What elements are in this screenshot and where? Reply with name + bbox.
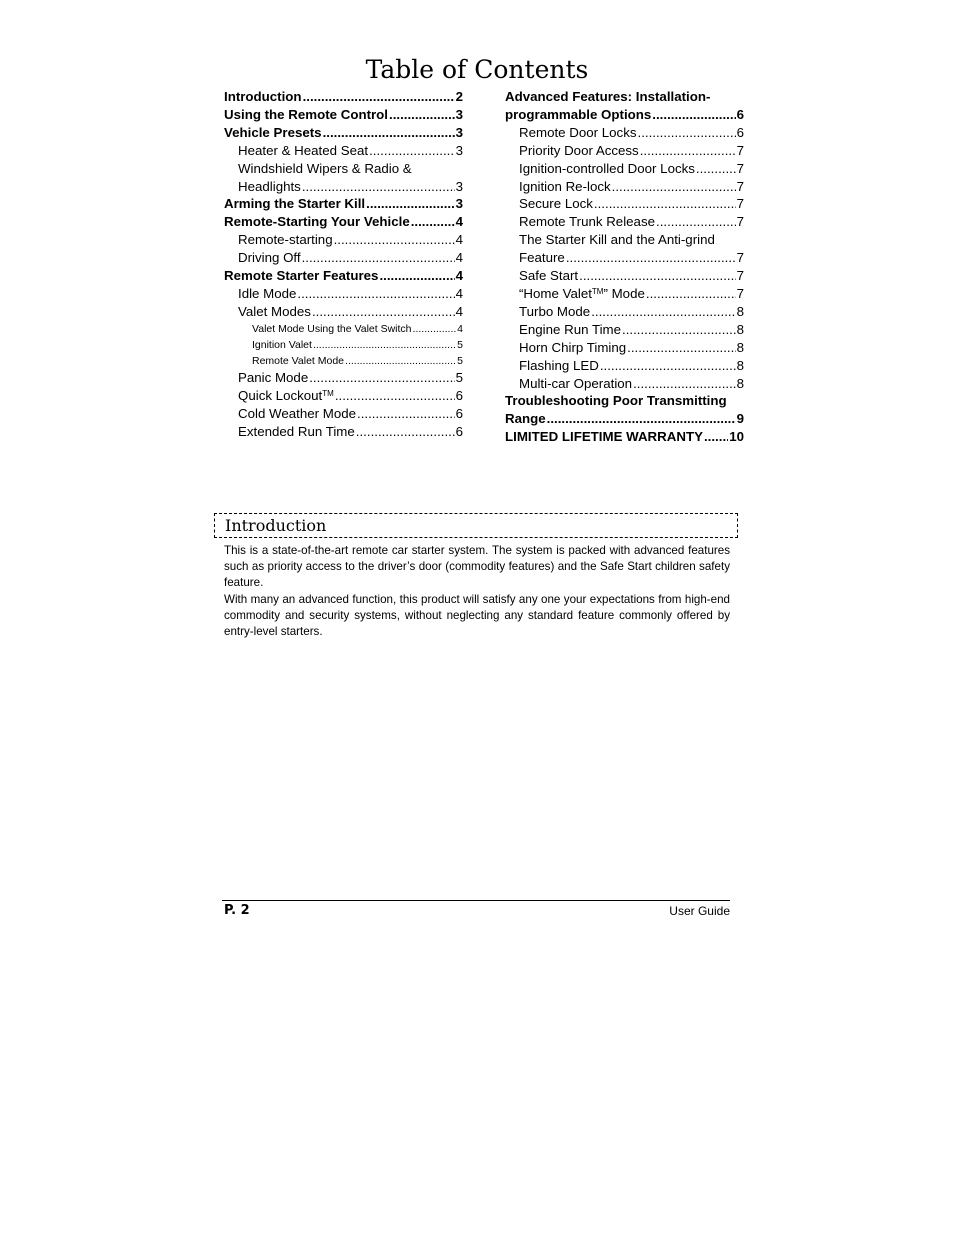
toc-entry[interactable] xyxy=(224,405,463,423)
toc-leader-dots xyxy=(600,357,736,375)
toc-entry-text: Ignition-controlled Door Locks xyxy=(519,160,695,176)
toc-entry-label xyxy=(252,353,344,369)
toc-entry-label xyxy=(224,88,302,106)
toc-entry-text: Remote Trunk Release xyxy=(519,214,655,230)
toc-page-number: 4 xyxy=(455,303,463,319)
toc-page-number: 7 xyxy=(736,285,744,301)
toc-leader-dots xyxy=(335,387,455,405)
toc-entry-label xyxy=(224,213,410,231)
footer-guide-label: User Guide xyxy=(669,904,730,918)
toc-entry[interactable] xyxy=(505,178,744,196)
toc-entry-text: Remote Door Locks xyxy=(519,124,637,140)
toc-entry-text: Idle Mode xyxy=(238,285,297,301)
toc-leader-dots xyxy=(389,106,455,124)
toc-page-number: 4 xyxy=(455,232,463,248)
toc-page-number: 8 xyxy=(736,303,744,319)
toc-entry[interactable] xyxy=(505,249,744,267)
toc-leader-dots xyxy=(297,285,454,303)
toc-leader-dots xyxy=(646,285,736,303)
toc-entry[interactable] xyxy=(224,267,463,285)
toc-page-number: 3 xyxy=(455,106,463,122)
toc-entry[interactable] xyxy=(224,303,463,321)
toc-entry[interactable] xyxy=(224,249,463,267)
toc-leader-dots xyxy=(357,405,455,423)
toc-page-number: 7 xyxy=(736,214,744,230)
toc-page-number: 3 xyxy=(455,124,463,140)
toc-entry[interactable] xyxy=(505,410,744,428)
toc-leader-dots xyxy=(379,267,454,285)
toc-entry[interactable] xyxy=(505,88,744,106)
toc-entry[interactable] xyxy=(224,142,463,160)
toc-leader-dots xyxy=(309,369,454,387)
toc-page-number: 8 xyxy=(736,375,744,391)
toc-entry-text: Extended Run Time xyxy=(238,423,355,439)
toc-entry-label xyxy=(519,339,626,357)
toc-entry[interactable] xyxy=(224,195,463,213)
page-number: P. 2 xyxy=(224,903,250,918)
introduction-heading-box xyxy=(214,513,738,538)
toc-entry-label xyxy=(519,232,715,247)
toc-entry-text: Engine Run Time xyxy=(519,321,621,337)
toc-entry[interactable] xyxy=(224,178,463,196)
toc-entry-text: Priority Door Access xyxy=(519,142,639,158)
toc-leader-dots xyxy=(704,428,728,446)
toc-entry-text: Introduction xyxy=(224,89,302,104)
toc-entry-label xyxy=(505,428,703,446)
toc-leader-dots xyxy=(302,178,455,196)
toc-entry-text: The Starter Kill and the Anti-grind xyxy=(519,232,715,248)
toc-entry-text: Cold Weather Mode xyxy=(238,405,357,421)
toc-entry-label xyxy=(519,249,565,267)
toc-entry-text: Ignition Re-lock xyxy=(519,178,611,194)
toc-entry-label xyxy=(238,387,334,405)
toc-entry-text: Using the Remote Control xyxy=(224,106,388,122)
introduction-paragraph: With many an advanced function, this product will satisfy any one your expectations from high-end commodity and security systems, without neglecting any standard feature commonly offered by entry-level starters. xyxy=(224,592,730,639)
toc-entry[interactable] xyxy=(224,337,463,353)
toc-page-number: 7 xyxy=(736,196,744,212)
toc-page-number: 3 xyxy=(455,178,463,194)
toc-entry[interactable] xyxy=(224,321,463,337)
toc-page-number: 8 xyxy=(736,357,744,373)
toc-page-number: 10 xyxy=(729,429,744,445)
toc-entry[interactable] xyxy=(505,375,744,393)
toc-entry-label xyxy=(238,161,412,176)
toc-page-number: 7 xyxy=(736,160,744,176)
toc-leader-dots xyxy=(579,267,735,285)
toc-entry-label xyxy=(519,195,593,213)
toc-entry[interactable] xyxy=(505,392,744,410)
toc-entry-text: Panic Mode xyxy=(238,369,309,385)
introduction-body xyxy=(224,543,730,640)
toc-page-number: 5 xyxy=(455,369,463,385)
toc-entry[interactable] xyxy=(224,124,463,142)
trademark-mark: TM xyxy=(322,388,334,398)
toc-page-number: 9 xyxy=(736,411,744,427)
toc-entry-label xyxy=(238,231,333,249)
toc-entry[interactable] xyxy=(505,321,744,339)
toc-entry-label xyxy=(238,178,301,196)
toc-page-number: 2 xyxy=(455,89,463,104)
toc-entry-text: “Home Valet xyxy=(519,285,592,301)
toc-entry-text: Headlights xyxy=(238,178,301,194)
toc-leader-dots xyxy=(413,321,457,337)
toc-leader-dots xyxy=(313,337,456,353)
toc-leader-dots xyxy=(591,303,735,321)
toc-entry-text: Driving Off xyxy=(238,250,301,266)
toc-entry-label xyxy=(238,369,308,387)
toc-entry[interactable] xyxy=(224,369,463,387)
toc-entry-label xyxy=(505,106,651,124)
toc-leader-dots xyxy=(312,303,455,321)
toc-leader-dots xyxy=(640,142,736,160)
toc-entry-label xyxy=(519,285,645,303)
toc-entry[interactable] xyxy=(505,213,744,231)
toc-page-number: 4 xyxy=(455,285,463,301)
toc-entry-text: Safe Start xyxy=(519,268,579,284)
toc-page-number: 4 xyxy=(457,322,463,335)
toc-page-number: 3 xyxy=(455,142,463,158)
toc-leader-dots xyxy=(356,423,455,441)
toc-leader-dots xyxy=(627,339,735,357)
toc-entry[interactable] xyxy=(505,303,744,321)
toc-entry-label xyxy=(505,393,727,408)
footer-rule xyxy=(222,900,730,901)
toc-entry[interactable] xyxy=(224,285,463,303)
toc-entry-label xyxy=(238,249,301,267)
toc-page-number: 6 xyxy=(455,423,463,439)
toc-entry-label xyxy=(238,142,368,160)
toc-leader-dots xyxy=(566,249,736,267)
toc-entry-text: Remote Starter Features xyxy=(224,268,379,284)
toc-page-number: 7 xyxy=(736,178,744,194)
toc-leader-dots xyxy=(369,142,455,160)
toc-entry-text: Remote-Starting Your Vehicle xyxy=(224,214,410,230)
toc-entry-text: Multi-car Operation xyxy=(519,375,633,391)
toc-entry-text: Flashing LED xyxy=(519,357,599,373)
toc-leader-dots xyxy=(323,124,455,142)
toc-leader-dots xyxy=(612,178,736,196)
toc-leader-dots xyxy=(638,124,736,142)
toc-page-number: 6 xyxy=(455,405,463,421)
toc-entry[interactable] xyxy=(224,353,463,369)
toc-entry[interactable] xyxy=(224,423,463,441)
toc-entry-text: Feature xyxy=(519,250,565,266)
toc-leader-dots xyxy=(652,106,735,124)
toc-leader-dots xyxy=(302,249,455,267)
toc-entry-label xyxy=(224,267,378,285)
toc-leader-dots xyxy=(622,321,736,339)
introduction-paragraph: This is a state-of-the-art remote car starter system. The system is packed with advanced features such as priority access to the driver’s door (commodity features) and the Safe Start children safety feature. xyxy=(224,544,730,590)
toc-entry[interactable] xyxy=(505,124,744,142)
toc-entry-label xyxy=(238,405,356,423)
toc-entry[interactable] xyxy=(505,285,744,303)
toc-entry-label xyxy=(238,303,311,321)
toc-entry-text: Valet Mode Using the Valet Switch xyxy=(252,322,412,335)
toc-leader-dots xyxy=(656,213,736,231)
toc-right-column xyxy=(505,88,744,446)
toc-leader-dots xyxy=(334,231,455,249)
toc-entry-label xyxy=(505,410,546,428)
toc-page-number: 7 xyxy=(736,268,744,284)
toc-entry-label xyxy=(238,423,355,441)
toc-page-number: 4 xyxy=(455,250,463,266)
toc-entry[interactable] xyxy=(224,213,463,231)
toc-entry-text: LIMITED LIFETIME WARRANTY xyxy=(505,429,703,445)
introduction-heading: Introduction xyxy=(225,516,327,535)
toc-entry-label xyxy=(505,89,710,104)
toc-entry-text: Windshield Wipers & Radio & xyxy=(238,160,412,176)
toc-entry-label xyxy=(519,124,637,142)
toc-entry-label xyxy=(252,337,312,353)
toc-left-column xyxy=(224,88,463,440)
toc-entry-text: Troubleshooting Poor Transmitting xyxy=(505,393,727,409)
toc-page-number: 3 xyxy=(455,196,463,212)
toc-entry-text: Remote Valet Mode xyxy=(252,354,345,367)
toc-entry-text: Heater & Heated Seat xyxy=(238,142,369,158)
toc-entry-label xyxy=(519,142,639,160)
toc-entry-text: Quick Lockout xyxy=(238,387,323,403)
toc-entry[interactable] xyxy=(505,428,744,446)
toc-entry-label xyxy=(224,106,388,124)
toc-entry-label xyxy=(238,285,296,303)
toc-leader-dots xyxy=(411,213,455,231)
toc-entry-text: Ignition Valet xyxy=(252,338,312,351)
toc-entry-label xyxy=(519,160,695,178)
toc-entry[interactable] xyxy=(224,88,463,106)
toc-entry-text: Range xyxy=(505,411,546,427)
toc-page-number: 5 xyxy=(457,354,463,367)
toc-entry[interactable] xyxy=(224,106,463,124)
toc-entry-text: Arming the Starter Kill xyxy=(224,196,366,212)
toc-leader-dots xyxy=(633,375,736,393)
toc-leader-dots xyxy=(547,410,736,428)
toc-leader-dots xyxy=(696,160,736,178)
toc-entry-label xyxy=(519,267,578,285)
toc-entry[interactable] xyxy=(505,106,744,124)
toc-leader-dots xyxy=(303,88,455,106)
toc-entry-text: programmable Options xyxy=(505,106,652,122)
toc-page-number: 7 xyxy=(736,142,744,158)
toc-entry-text: Advanced Features: Installation- xyxy=(505,89,711,104)
toc-entry[interactable] xyxy=(505,195,744,213)
toc-entry[interactable] xyxy=(505,267,744,285)
toc-entry[interactable] xyxy=(505,357,744,375)
toc-entry[interactable] xyxy=(505,339,744,357)
toc-entry[interactable] xyxy=(224,231,463,249)
toc-page-number: 6 xyxy=(736,124,744,140)
toc-page-number: 6 xyxy=(455,387,463,403)
toc-entry-label xyxy=(252,321,412,337)
toc-leader-dots xyxy=(594,195,736,213)
toc-entry-suffix: ” Mode xyxy=(603,285,645,301)
page-title: Table of Contents xyxy=(365,55,589,84)
toc-page-number: 4 xyxy=(455,214,463,230)
toc-entry-label xyxy=(224,195,365,213)
toc-page-number: 7 xyxy=(736,250,744,266)
toc-entry-text: Remote-starting xyxy=(238,232,333,248)
toc-entry-label xyxy=(519,178,611,196)
toc-page-number: 6 xyxy=(736,106,744,122)
toc-entry[interactable] xyxy=(224,160,463,178)
toc-page-number: 8 xyxy=(736,339,744,355)
toc-entry[interactable] xyxy=(505,231,744,249)
toc-entry-label xyxy=(519,213,655,231)
toc-entry-label xyxy=(519,375,632,393)
toc-entry-label xyxy=(519,321,621,339)
toc-page-number: 5 xyxy=(457,338,463,351)
toc-entry[interactable] xyxy=(505,160,744,178)
toc-entry-label xyxy=(519,357,599,375)
toc-entry-label xyxy=(519,303,590,321)
toc-entry-text: Valet Modes xyxy=(238,303,311,319)
toc-entry-label xyxy=(224,124,322,142)
toc-leader-dots xyxy=(366,195,454,213)
toc-entry-text: Vehicle Presets xyxy=(224,124,322,140)
toc-entry-text: Horn Chirp Timing xyxy=(519,339,627,355)
toc-entry-text: Turbo Mode xyxy=(519,303,591,319)
trademark-mark: TM xyxy=(591,286,604,296)
toc-leader-dots xyxy=(345,353,456,369)
toc-page-number: 4 xyxy=(455,268,463,284)
toc-entry[interactable] xyxy=(505,142,744,160)
toc-entry-text: Secure Lock xyxy=(519,196,593,212)
toc-entry[interactable] xyxy=(224,387,463,405)
toc-page-number: 8 xyxy=(736,321,744,337)
